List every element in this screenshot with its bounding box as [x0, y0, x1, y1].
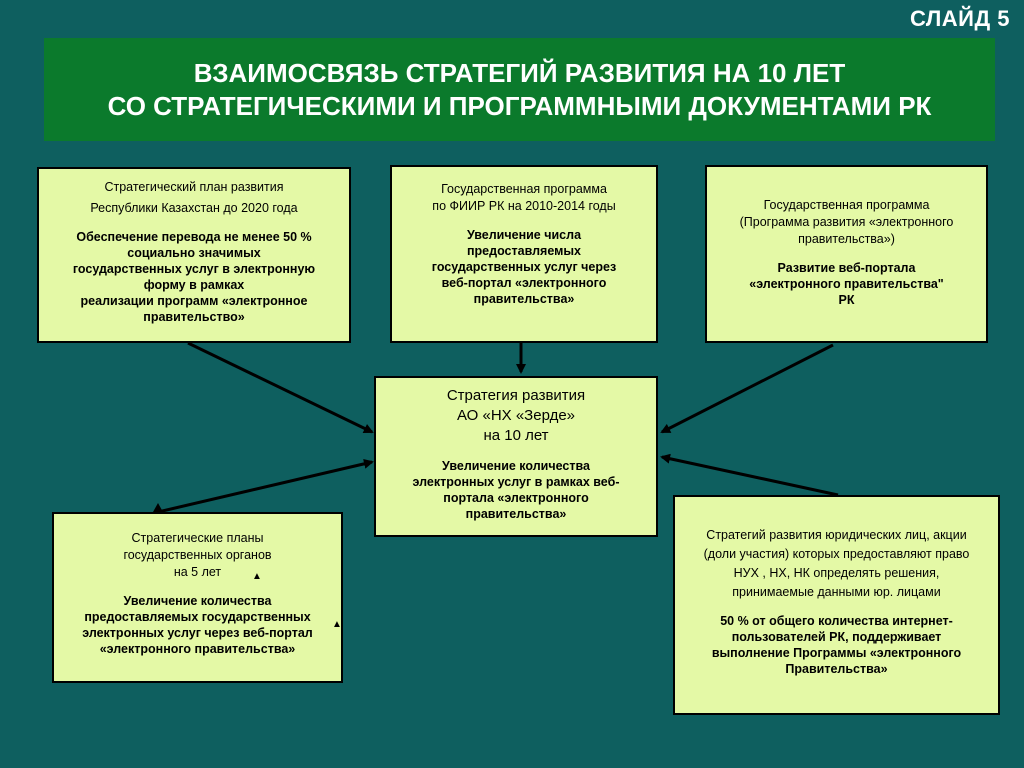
goal-line: правительства»: [473, 292, 575, 306]
goal-line: электронных услуг в рамках веб-: [412, 475, 620, 489]
box-line: по ФИИР РК на 2010-2014 годы: [432, 199, 616, 213]
title-line-2: СО СТРАТЕГИЧЕСКИМИ И ПРОГРАММНЫМИ ДОКУМЕНТАМИ РК: [107, 90, 932, 121]
goal-line: правительства»: [465, 507, 567, 521]
triangle-marker-icon: ▲: [332, 619, 342, 630]
goal-line: Развитие веб-портала: [777, 261, 916, 275]
goal-line: Увеличение числа: [466, 228, 582, 242]
goal-line: 50 % от общего количества интернет-: [720, 614, 953, 628]
box-fiir-program: [390, 165, 658, 343]
box-line: правительства»): [798, 232, 895, 246]
goal-line: портала «электронного: [443, 491, 589, 505]
goal-line: Обеспечение перевода не менее 50 %: [76, 230, 312, 244]
box-line: (доли участия) которых предоставляют право: [703, 547, 970, 561]
box-line: государственных органов: [123, 548, 272, 562]
box-strategic-plan-2020: [37, 167, 351, 343]
goal-line: форму в рамках: [143, 278, 245, 292]
goal-line: пользователей РК, поддерживает: [731, 630, 942, 644]
box-line: на 5 лет: [173, 565, 222, 579]
box-legal-entities: [673, 495, 1000, 715]
goal-line: веб-портал «электронного: [441, 276, 607, 290]
goal-line: «электронного правительства»: [99, 642, 296, 656]
goal-line: социально значимых: [127, 246, 261, 260]
goal-line: предоставляемых государственных: [84, 610, 311, 624]
box-line: (Программа развития «электронного: [739, 215, 954, 229]
goal-line: Правительства»: [785, 662, 888, 676]
box-line: на 10 лет: [483, 427, 549, 444]
arrow-egov-to-center: [662, 345, 833, 432]
goal-line: государственных услуг в электронную: [72, 262, 316, 276]
box-line: Стратегий развития юридических лиц, акции: [706, 528, 967, 542]
goal-line: государственных услуг через: [431, 260, 617, 274]
box-line: Республики Казахстан до 2020 года: [90, 201, 298, 215]
box-line: АО «НХ «Зерде»: [456, 407, 576, 424]
box-center-strategy: [374, 376, 658, 537]
box-state-agencies-plans: [52, 512, 343, 683]
goal-line: электронных услуг через веб-портал: [82, 626, 313, 640]
box-egov-program: [705, 165, 988, 343]
box-line: Стратегический план развития: [104, 180, 284, 194]
box-line: принимаемые данными юр. лицами: [732, 585, 941, 599]
box-line: Государственная программа: [441, 182, 607, 196]
goal-line: Увеличение количества: [442, 459, 590, 473]
box-line: Государственная программа: [763, 198, 930, 212]
box-line: Стратегические планы: [131, 531, 264, 545]
arrowhead-small-left: [153, 503, 163, 512]
goal-line: реализации программ «электронное: [80, 294, 308, 308]
goal-line: «электронного правительства": [749, 277, 944, 291]
slide-number: СЛАЙД 5: [910, 6, 1010, 31]
arrow-agencies-to-center: [158, 462, 372, 512]
triangle-marker-icon: ▲: [252, 571, 262, 582]
goal-line: Увеличение количества: [123, 594, 272, 608]
title-line-1: ВЗАИМОСВЯЗЬ СТРАТЕГИЙ РАЗВИТИЯ НА 10 ЛЕТ: [193, 57, 846, 88]
box-line: Стратегия развития: [446, 387, 586, 404]
box-line: НУХ , НХ, НК определять решения,: [733, 566, 940, 580]
goal-line: выполнение Программы «электронного: [711, 646, 962, 660]
goal-line: РК: [838, 293, 855, 307]
goal-line: предоставляемых: [467, 244, 581, 258]
goal-line: правительство»: [143, 310, 245, 324]
arrow-legal-to-center: [662, 457, 838, 495]
arrow-plan-to-center: [188, 343, 372, 432]
